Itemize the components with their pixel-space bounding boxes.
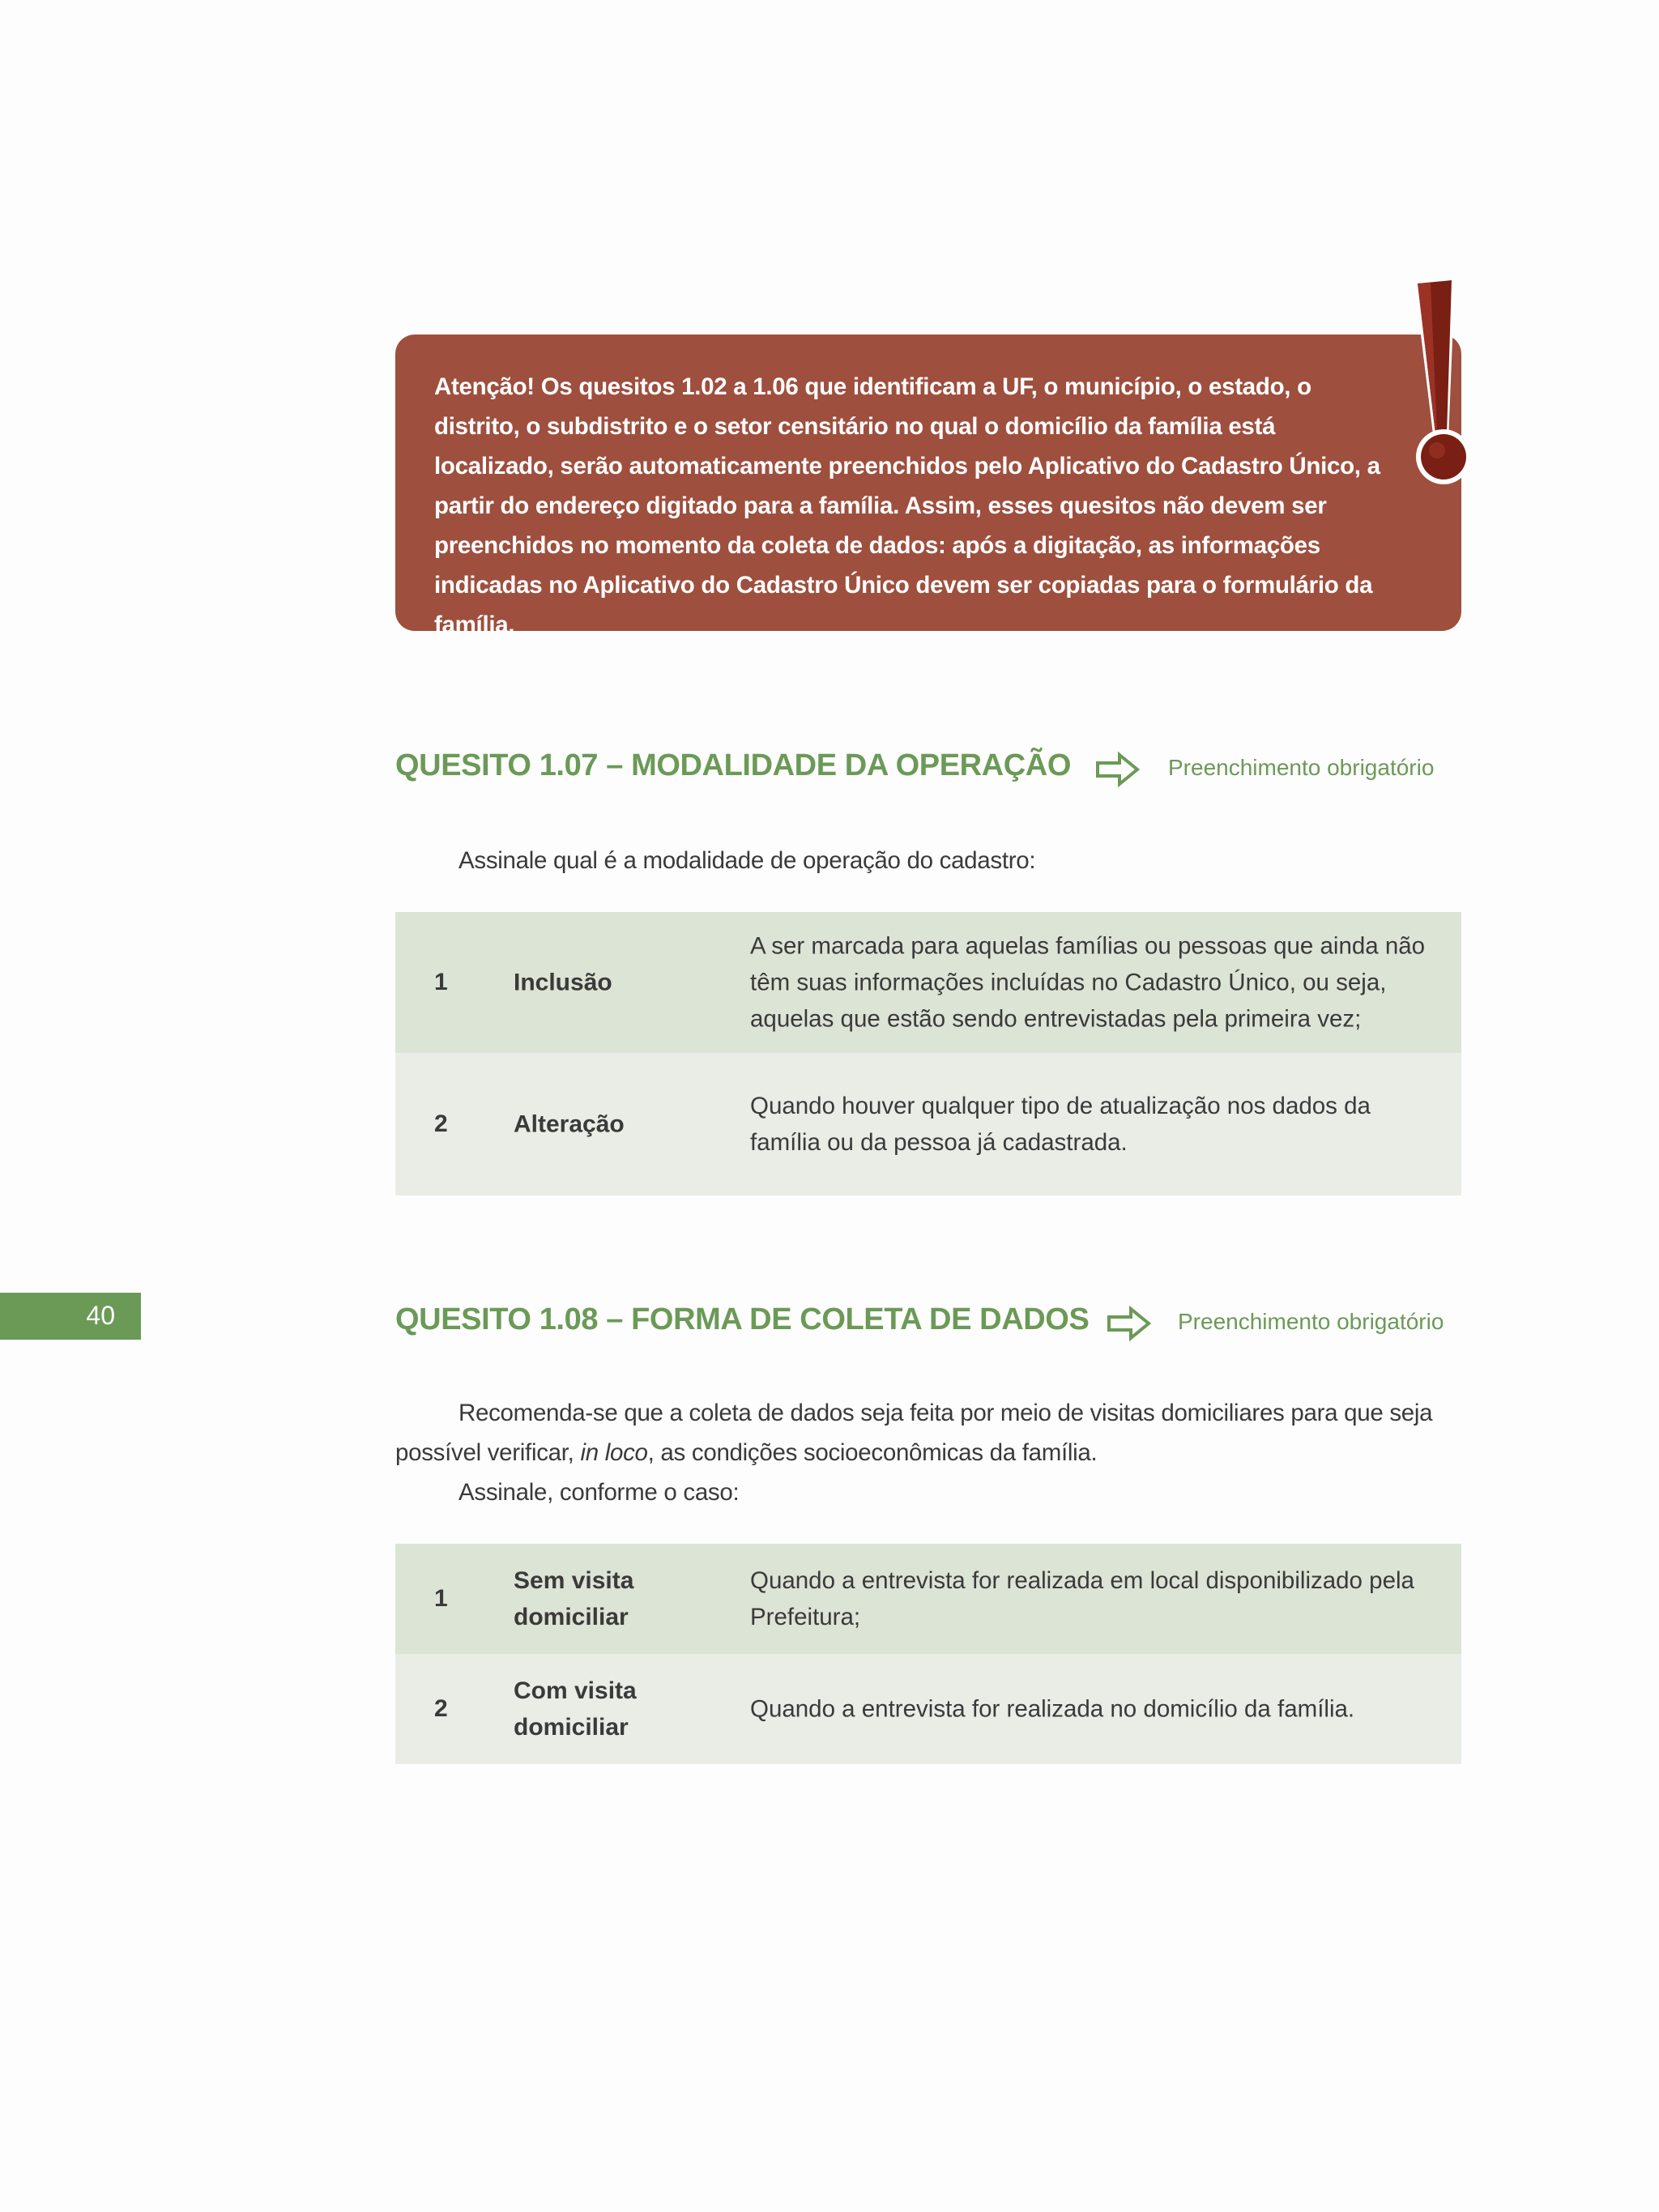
attention-box bbox=[395, 335, 1461, 638]
section-header-q107 bbox=[395, 744, 1465, 792]
section-title: QUESITO 1.08 – FORMA DE COLETA DE DADOS bbox=[395, 1302, 1090, 1336]
q108-paragraph bbox=[395, 1393, 1465, 1473]
exclamation-icon bbox=[1406, 279, 1487, 489]
table-row bbox=[395, 1654, 1461, 1764]
attention-text: Atenção! Os quesitos 1.02 a 1.06 que identificam a UF, o município, o estado, o distrito, o subdistrito e o setor censitário no qual o domicílio da família está localizado, serão automaticamente preenchidos pelo Aplicativo do Cadastro Único, a partir do endereço digitado para a família. Assim, esses quesitos não devem ser preenchidos no momento da coleta de dados: após a digitação, as informações indicadas no Aplicativo do Cadastro Único devem ser copiadas para o formulário da família. bbox=[434, 373, 1380, 638]
option-label: Com visita domiciliar bbox=[514, 1677, 637, 1741]
q108-options-table bbox=[395, 1544, 1461, 1764]
q108-instruction: Assinale, conforme o caso: bbox=[458, 1479, 740, 1506]
q107-intro: Assinale qual é a modalidade de operação do cadastro: bbox=[458, 847, 1036, 874]
arrow-right-icon bbox=[1107, 1306, 1152, 1341]
option-label: Inclusão bbox=[514, 969, 612, 996]
q108-para-end: , as condições socioeconômicas da família. bbox=[647, 1439, 1098, 1466]
required-label: Preenchimento obrigatório bbox=[1168, 755, 1435, 780]
q108-para-start: Recomenda-se que a coleta de dados seja feita por meio de visitas domiciliares para que seja possível verificar, bbox=[395, 1400, 1433, 1466]
required-label: Preenchimento obrigatório bbox=[1178, 1309, 1444, 1334]
option-description: A ser marcada para aquelas famílias ou pessoas que ainda não têm suas informações incluídas no Cadastro Único, ou seja, aquelas que estão sendo entrevistadas pela primeira vez; bbox=[750, 932, 1426, 1033]
section-title: QUESITO 1.07 – MODALIDADE DA OPERAÇÃO bbox=[395, 748, 1072, 782]
option-label: Alteração bbox=[514, 1110, 625, 1138]
option-description: Quando houver qualquer tipo de atualização nos dados da família ou da pessoa já cadastrada. bbox=[750, 1093, 1371, 1156]
table-row bbox=[395, 912, 1461, 1053]
table-row bbox=[395, 1053, 1461, 1196]
option-number: 2 bbox=[434, 1110, 448, 1137]
q107-options-table bbox=[395, 912, 1461, 1196]
section-header-q108 bbox=[395, 1298, 1465, 1346]
q108-para-italic: in loco bbox=[580, 1439, 648, 1466]
page-number: 40 bbox=[86, 1301, 115, 1330]
option-label: Sem visita domiciliar bbox=[514, 1567, 634, 1630]
option-number: 2 bbox=[434, 1695, 448, 1722]
option-description: Quando a entrevista for realizada no domicílio da família. bbox=[750, 1695, 1355, 1723]
table-row bbox=[395, 1544, 1461, 1654]
option-number: 1 bbox=[434, 969, 448, 995]
option-description: Quando a entrevista for realizada em local disponibilizado pela Prefeitura; bbox=[750, 1567, 1414, 1630]
option-number: 1 bbox=[434, 1585, 448, 1612]
arrow-right-icon bbox=[1095, 752, 1141, 787]
page-number-tab bbox=[0, 1293, 141, 1340]
